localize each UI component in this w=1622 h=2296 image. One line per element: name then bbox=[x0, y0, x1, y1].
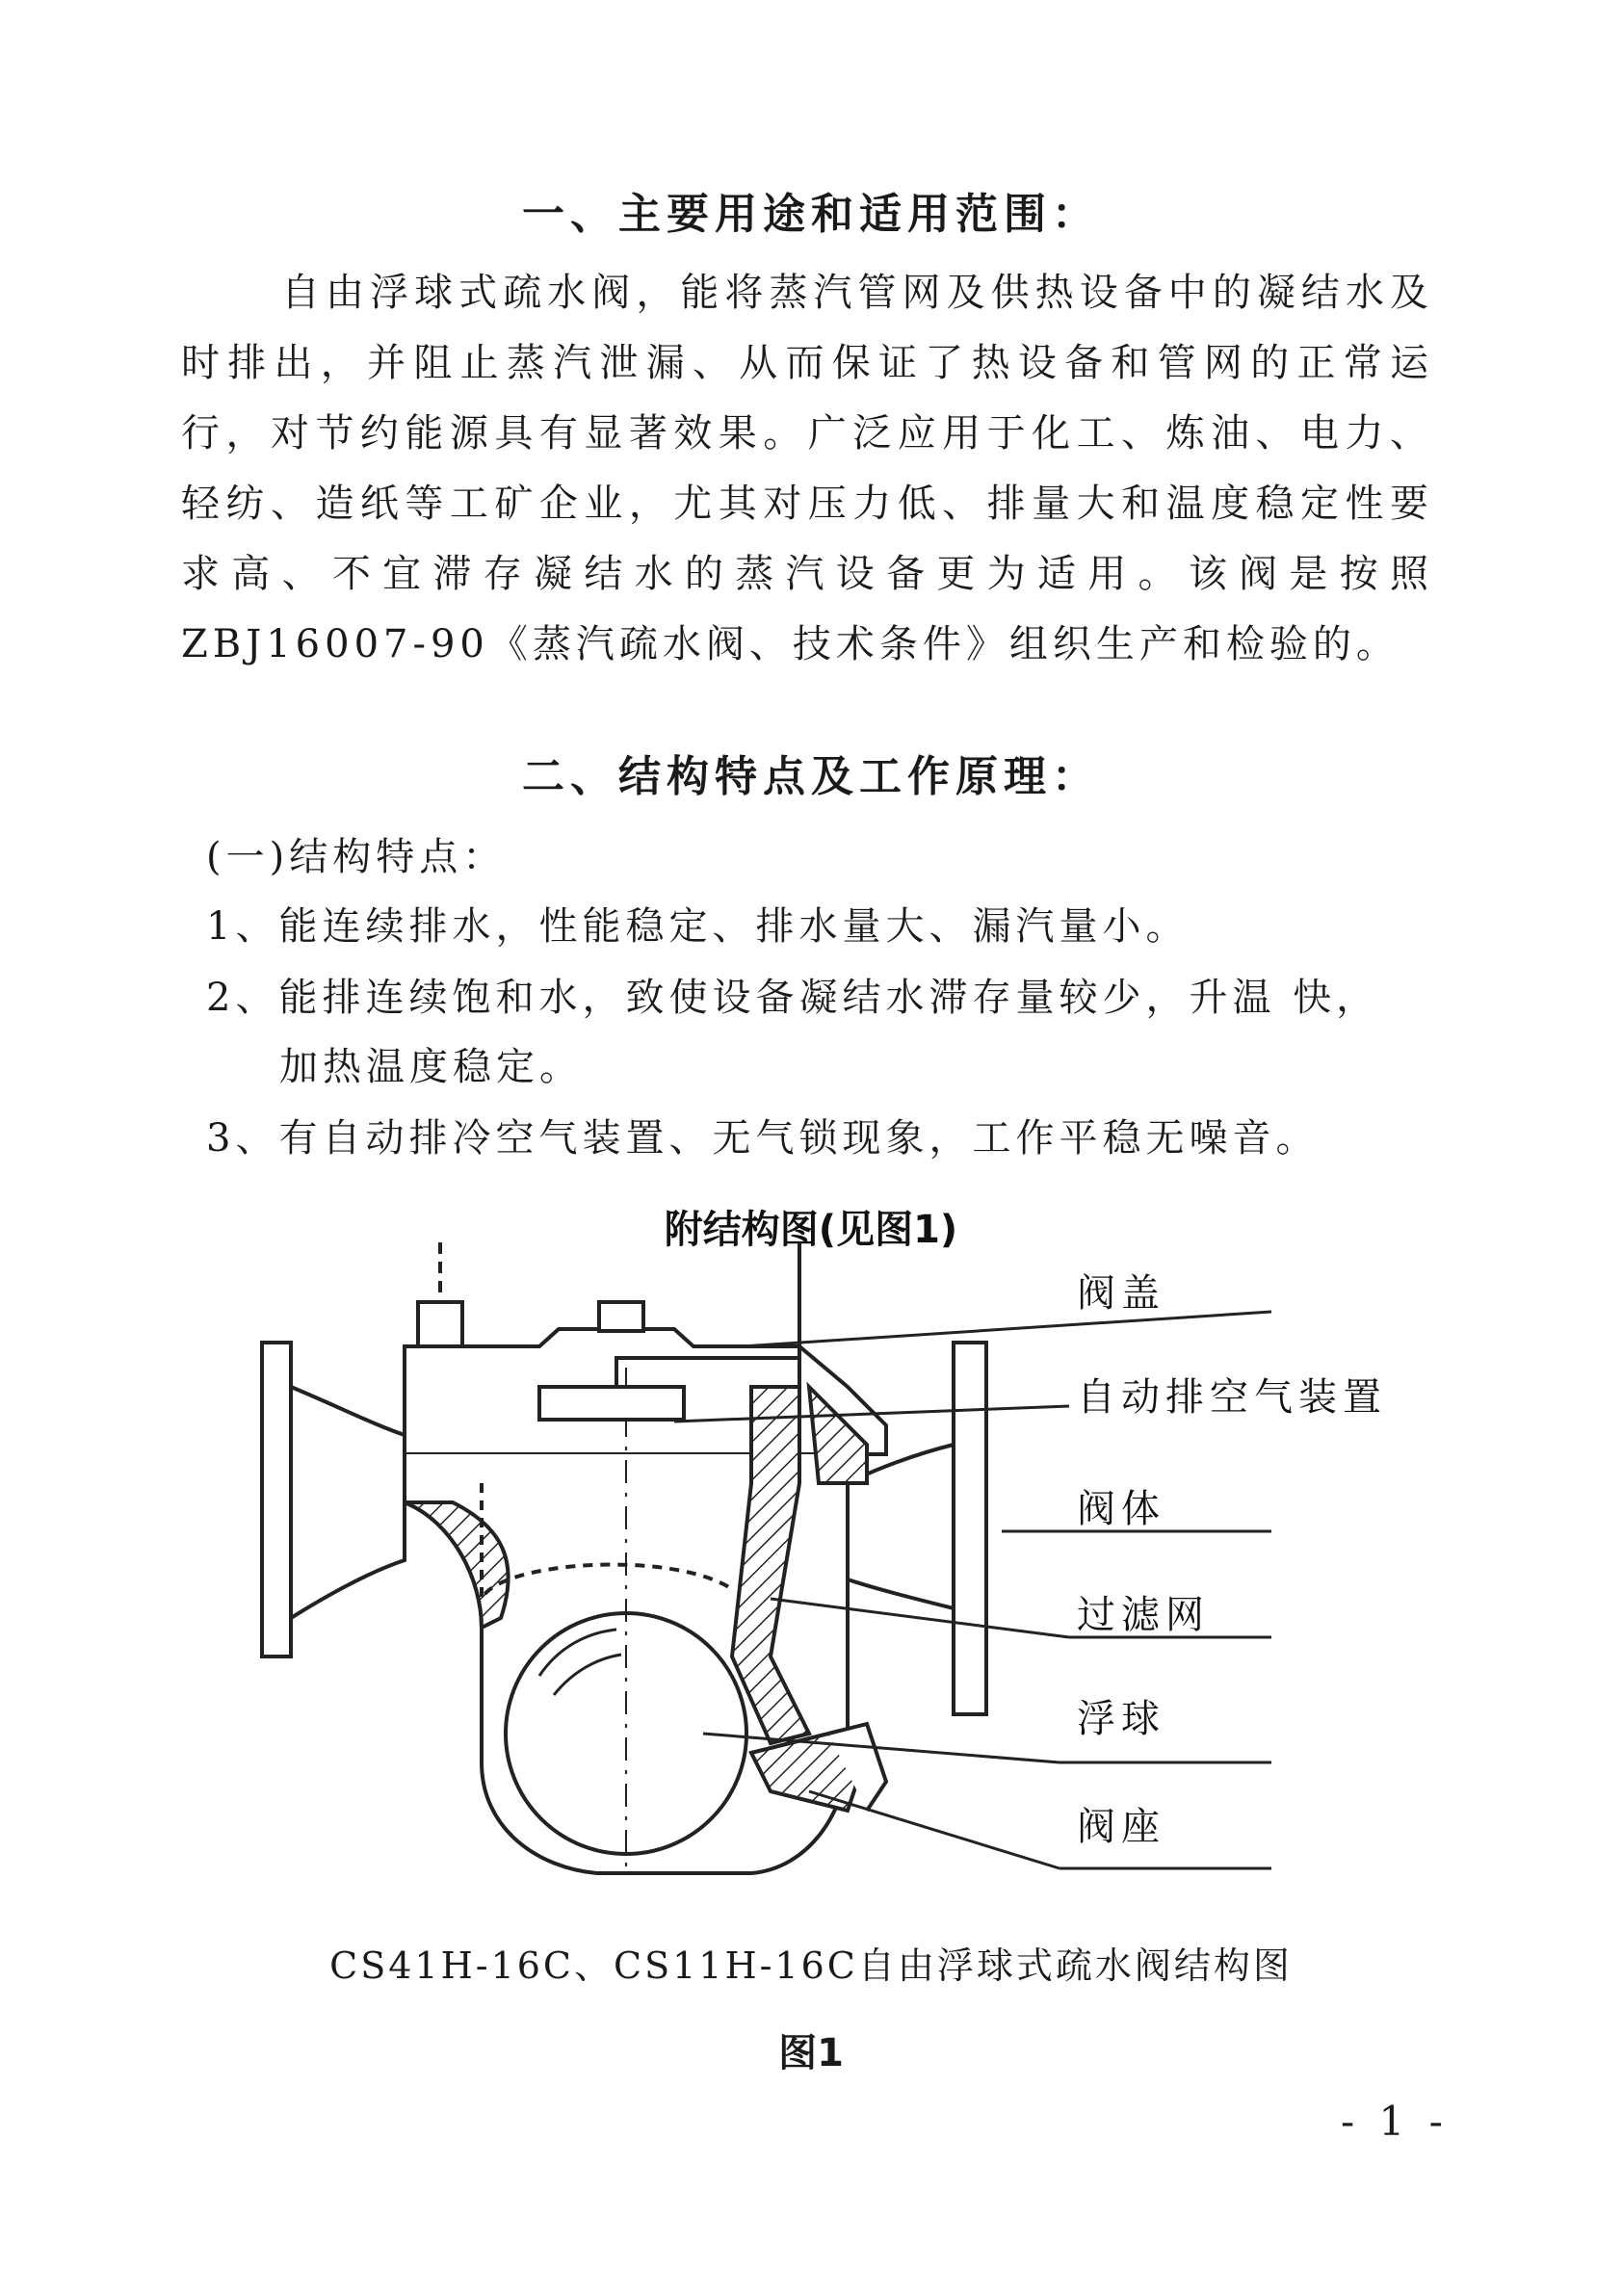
seat-leader-1 bbox=[809, 1791, 1060, 1868]
figure-caption: CS41H-16C、CS11H-16C自由浮球式疏水阀结构图 bbox=[329, 1944, 1293, 1987]
feature-item-2-line-2: 加热温度稳定。 bbox=[279, 1045, 583, 1089]
figure-label: 图1 bbox=[778, 2031, 844, 2075]
structure-subheading: (一)结构特点： bbox=[206, 835, 507, 879]
feature-item-1: 1、能连续排水，性能稳定、排水量大、漏汽量小。 bbox=[206, 904, 1190, 949]
section2-heading: 二、结构特点及工作原理： bbox=[522, 752, 1100, 801]
left-flange bbox=[262, 1343, 291, 1657]
label-float: 浮球 bbox=[1077, 1697, 1165, 1741]
label-strainer: 过滤网 bbox=[1077, 1593, 1210, 1637]
label-seat: 阀座 bbox=[1077, 1805, 1165, 1849]
left-bolt bbox=[418, 1302, 462, 1346]
bonnet-leader bbox=[742, 1312, 1271, 1346]
label-bonnet: 阀盖 bbox=[1077, 1271, 1165, 1316]
figure-title: 附结构图(见图1) bbox=[664, 1208, 958, 1252]
air-vent-housing bbox=[539, 1387, 684, 1420]
feature-item-3: 3、有自动排冷空气装置、无气锁现象，工作平稳无噪音。 bbox=[206, 1116, 1320, 1161]
label-body: 阀体 bbox=[1077, 1487, 1165, 1531]
feature-item-2-line-1: 2、能排连续饱和水，致使设备凝结水滞存量较少，升温 快， bbox=[206, 976, 1380, 1020]
label-air-vent: 自动排空气装置 bbox=[1077, 1375, 1387, 1420]
center-bolt bbox=[599, 1302, 643, 1331]
page-number: - 1 - bbox=[1341, 2098, 1449, 2145]
left-inlet-neck bbox=[291, 1387, 405, 1618]
section1-heading: 一、主要用途和适用范围： bbox=[522, 190, 1100, 239]
right-flange bbox=[954, 1343, 986, 1714]
section1-paragraph: 自由浮球式疏水阀，能将蒸汽管网及供热设备中的凝结水及时排出，并阻止蒸汽泄漏、从而保证了热设备和管网的正常运行，对节约能源具有显著效果。广泛应用于化工、炼油、电力、轻纺、造纸等工矿企业，尤其对压力低、排量大和温度稳定性要求高、不宜滞存凝结水的蒸汽设备更为适用。该阀是按照ZBJ16007-90《蒸汽疏水阀、技术条件》组织生产和检验的。 bbox=[181, 271, 1433, 666]
